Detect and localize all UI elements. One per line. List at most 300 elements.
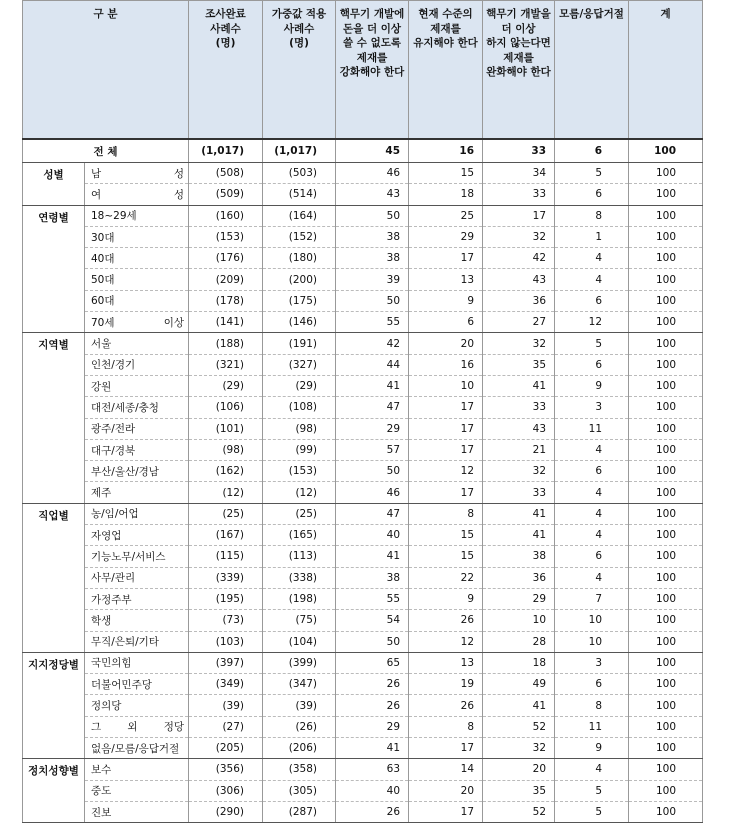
- cell-value: 29: [336, 716, 409, 737]
- cell-value: 41: [336, 738, 409, 759]
- cell-value: (98): [189, 439, 263, 460]
- row-label: 가정주부: [85, 588, 189, 609]
- cell-value: 100: [629, 525, 703, 546]
- cell-value: 41: [483, 375, 555, 396]
- table-row: [23, 461, 703, 482]
- cell-value: 35: [483, 354, 555, 375]
- cell-value: (200): [263, 269, 336, 290]
- cell-value: 100: [629, 631, 703, 652]
- cell-value: (347): [263, 674, 336, 695]
- cell-value: 10: [483, 610, 555, 631]
- row-label: 50대: [85, 269, 189, 290]
- cell-value: 26: [336, 695, 409, 716]
- row-label: 무직/은퇴/기타: [85, 631, 189, 652]
- cell-value: (26): [263, 716, 336, 737]
- cell-value: 100: [629, 503, 703, 524]
- cell-value: (338): [263, 567, 336, 588]
- row-label: 제주: [85, 482, 189, 503]
- cell-value: 6: [555, 546, 629, 567]
- cell-value: (176): [189, 248, 263, 269]
- row-label: 중도: [85, 780, 189, 801]
- row-label: 광주/전라: [85, 418, 189, 439]
- cell-value: (12): [263, 482, 336, 503]
- cell-value: (146): [263, 312, 336, 333]
- cell-value: (75): [263, 610, 336, 631]
- cell-value: 38: [336, 248, 409, 269]
- cell-value: (27): [189, 716, 263, 737]
- cell-value: 32: [483, 333, 555, 354]
- cell-value: 4: [555, 567, 629, 588]
- row-label: 더불어민주당: [85, 674, 189, 695]
- cell-value: (153): [189, 226, 263, 247]
- cell-value: 100: [629, 674, 703, 695]
- table-row: [23, 226, 703, 247]
- cell-value: 36: [483, 567, 555, 588]
- cell-value: 5: [555, 163, 629, 184]
- cell-value: 100: [629, 312, 703, 333]
- cell-value: 14: [409, 759, 483, 780]
- cell-value: 17: [409, 397, 483, 418]
- cell-value: 33: [483, 482, 555, 503]
- cell-value: 43: [483, 418, 555, 439]
- cell-value: 25: [409, 205, 483, 226]
- group-label: 지지정당별: [23, 652, 85, 758]
- cell-value: 17: [483, 205, 555, 226]
- cell-value: 5: [555, 780, 629, 801]
- cell-value: 100: [629, 418, 703, 439]
- row-label: 대구/경북: [85, 439, 189, 460]
- table-row: [23, 354, 703, 375]
- cell-value: 55: [336, 588, 409, 609]
- cell-value: 7: [555, 588, 629, 609]
- header-col: 조사완료 사례수 (명): [189, 1, 263, 140]
- cell-value: 12: [409, 461, 483, 482]
- cell-value: 34: [483, 163, 555, 184]
- table-row: [23, 312, 703, 333]
- table-row: [23, 397, 703, 418]
- cell-value: 26: [336, 801, 409, 822]
- cell-value: (162): [189, 461, 263, 482]
- row-label: 여 성: [85, 184, 189, 205]
- table-row: [23, 333, 703, 354]
- table-row: [23, 525, 703, 546]
- cell-value: 4: [555, 503, 629, 524]
- table-row: [23, 759, 703, 780]
- cell-value: 46: [336, 163, 409, 184]
- cell-value: (113): [263, 546, 336, 567]
- row-label: 자영업: [85, 525, 189, 546]
- table-row: [23, 163, 703, 184]
- cell-value: 6: [555, 290, 629, 311]
- cell-value: 32: [483, 226, 555, 247]
- cell-value: 36: [483, 290, 555, 311]
- table-row: [23, 439, 703, 460]
- cell-value: (290): [189, 801, 263, 822]
- cell-value: 100: [629, 588, 703, 609]
- cell-value: (349): [189, 674, 263, 695]
- cell-value: 6: [555, 674, 629, 695]
- cell-value: 17: [409, 418, 483, 439]
- row-label: 학생: [85, 610, 189, 631]
- cell-value: (514): [263, 184, 336, 205]
- cell-value: (178): [189, 290, 263, 311]
- cell-value: (25): [263, 503, 336, 524]
- cell-value: 43: [336, 184, 409, 205]
- cell-value: (339): [189, 567, 263, 588]
- cell-value: 29: [483, 588, 555, 609]
- cell-value: 16: [409, 354, 483, 375]
- cell-value: (141): [189, 312, 263, 333]
- cell-value: 28: [483, 631, 555, 652]
- cell-value: 17: [409, 482, 483, 503]
- cell-value: (29): [263, 375, 336, 396]
- row-label: 사무/관리: [85, 567, 189, 588]
- row-label: 보수: [85, 759, 189, 780]
- cell-value: 20: [483, 759, 555, 780]
- cell-value: 15: [409, 525, 483, 546]
- cell-value: 100: [629, 269, 703, 290]
- table-row: [23, 418, 703, 439]
- cell-value: (25): [189, 503, 263, 524]
- row-label: 농/임/어업: [85, 503, 189, 524]
- header-col: 핵무기 개발을 더 이상 하지 않는다면 제재를 완화해야 한다: [483, 1, 555, 140]
- cell-value: 6: [555, 139, 629, 163]
- cell-value: 100: [629, 439, 703, 460]
- cell-value: 4: [555, 248, 629, 269]
- total-row: [23, 139, 703, 163]
- header-group-label: 구 분: [23, 1, 189, 140]
- cell-value: 63: [336, 759, 409, 780]
- cell-value: 9: [409, 290, 483, 311]
- row-label: 진보: [85, 801, 189, 822]
- cell-value: 26: [409, 610, 483, 631]
- cell-value: 33: [483, 397, 555, 418]
- cell-value: (206): [263, 738, 336, 759]
- cell-value: 65: [336, 652, 409, 673]
- row-label: 남 성: [85, 163, 189, 184]
- table-row: [23, 695, 703, 716]
- table-row: [23, 610, 703, 631]
- cell-value: (321): [189, 354, 263, 375]
- row-label: 국민의힘: [85, 652, 189, 673]
- cell-value: 49: [483, 674, 555, 695]
- table-row: [23, 674, 703, 695]
- total-label: 전 체: [23, 139, 189, 163]
- cell-value: (397): [189, 652, 263, 673]
- cell-value: 4: [555, 525, 629, 546]
- cell-value: (205): [189, 738, 263, 759]
- cell-value: 1: [555, 226, 629, 247]
- cell-value: (29): [189, 375, 263, 396]
- cell-value: (399): [263, 652, 336, 673]
- group-label: 연령별: [23, 205, 85, 333]
- row-label: 18~29세: [85, 205, 189, 226]
- header-col: 현재 수준의 제재를 유지해야 한다: [409, 1, 483, 140]
- cell-value: (12): [189, 482, 263, 503]
- cell-value: 100: [629, 375, 703, 396]
- cell-value: 29: [336, 418, 409, 439]
- cell-value: 6: [409, 312, 483, 333]
- cell-value: 10: [555, 610, 629, 631]
- cell-value: (358): [263, 759, 336, 780]
- cell-value: 8: [555, 695, 629, 716]
- cell-value: 3: [555, 397, 629, 418]
- cell-value: 29: [409, 226, 483, 247]
- cell-value: 5: [555, 333, 629, 354]
- cell-value: (503): [263, 163, 336, 184]
- survey-table-sheet: [22, 0, 702, 823]
- cell-value: 39: [336, 269, 409, 290]
- cell-value: 6: [555, 184, 629, 205]
- cell-value: 42: [336, 333, 409, 354]
- cell-value: 100: [629, 461, 703, 482]
- cell-value: 22: [409, 567, 483, 588]
- table-row: [23, 588, 703, 609]
- cell-value: 40: [336, 525, 409, 546]
- cell-value: 57: [336, 439, 409, 460]
- cell-value: 100: [629, 780, 703, 801]
- table-row: [23, 716, 703, 737]
- cell-value: 17: [409, 738, 483, 759]
- cell-value: 100: [629, 546, 703, 567]
- table-row: [23, 503, 703, 524]
- table-row: [23, 375, 703, 396]
- table-row: [23, 801, 703, 822]
- cell-value: 4: [555, 759, 629, 780]
- cell-value: (175): [263, 290, 336, 311]
- group-label: 정치성향별: [23, 759, 85, 823]
- cell-value: (508): [189, 163, 263, 184]
- row-label: 부산/울산/경남: [85, 461, 189, 482]
- cell-value: (106): [189, 397, 263, 418]
- row-label: 인천/경기: [85, 354, 189, 375]
- cell-value: (165): [263, 525, 336, 546]
- cell-value: (153): [263, 461, 336, 482]
- cell-value: 52: [483, 801, 555, 822]
- table-row: [23, 269, 703, 290]
- row-label: 60대: [85, 290, 189, 311]
- row-label: 강원: [85, 375, 189, 396]
- cell-value: 40: [336, 780, 409, 801]
- table-row: [23, 290, 703, 311]
- cell-value: 45: [336, 139, 409, 163]
- cell-value: 12: [555, 312, 629, 333]
- cell-value: 11: [555, 418, 629, 439]
- cell-value: 41: [483, 695, 555, 716]
- row-label: 70세 이상: [85, 312, 189, 333]
- cell-value: 50: [336, 290, 409, 311]
- cell-value: 100: [629, 139, 703, 163]
- cell-value: (327): [263, 354, 336, 375]
- cell-value: 13: [409, 652, 483, 673]
- cell-value: 38: [336, 226, 409, 247]
- table-row: [23, 546, 703, 567]
- cell-value: 100: [629, 205, 703, 226]
- cell-value: 20: [409, 333, 483, 354]
- cell-value: (39): [189, 695, 263, 716]
- cell-value: 100: [629, 290, 703, 311]
- row-label: 대전/세종/충청: [85, 397, 189, 418]
- cell-value: 46: [336, 482, 409, 503]
- row-label: 40대: [85, 248, 189, 269]
- cell-value: 10: [409, 375, 483, 396]
- cell-value: 100: [629, 482, 703, 503]
- cell-value: 13: [409, 269, 483, 290]
- cell-value: (167): [189, 525, 263, 546]
- cell-value: 100: [629, 738, 703, 759]
- cell-value: (195): [189, 588, 263, 609]
- cell-value: 8: [555, 205, 629, 226]
- cell-value: (99): [263, 439, 336, 460]
- cell-value: (98): [263, 418, 336, 439]
- cell-value: (108): [263, 397, 336, 418]
- cell-value: 50: [336, 205, 409, 226]
- cell-value: 10: [555, 631, 629, 652]
- cell-value: (73): [189, 610, 263, 631]
- cell-value: 100: [629, 354, 703, 375]
- cell-value: 100: [629, 695, 703, 716]
- survey-crosstab-table: [22, 0, 703, 823]
- cell-value: 47: [336, 503, 409, 524]
- cell-value: 100: [629, 163, 703, 184]
- cell-value: (191): [263, 333, 336, 354]
- cell-value: 33: [483, 139, 555, 163]
- cell-value: 100: [629, 248, 703, 269]
- group-label: 성별: [23, 163, 85, 206]
- table-header-row: [23, 1, 703, 140]
- cell-value: 100: [629, 716, 703, 737]
- cell-value: 41: [336, 375, 409, 396]
- row-label: 없음/모름/응답거절: [85, 738, 189, 759]
- cell-value: 100: [629, 333, 703, 354]
- row-label: 기능노무/서비스: [85, 546, 189, 567]
- table-row: [23, 780, 703, 801]
- cell-value: 4: [555, 269, 629, 290]
- table-row: [23, 652, 703, 673]
- cell-value: 32: [483, 738, 555, 759]
- cell-value: (180): [263, 248, 336, 269]
- cell-value: (287): [263, 801, 336, 822]
- cell-value: 50: [336, 631, 409, 652]
- cell-value: (164): [263, 205, 336, 226]
- cell-value: 52: [483, 716, 555, 737]
- header-col: 계: [629, 1, 703, 140]
- cell-value: 9: [555, 738, 629, 759]
- cell-value: 55: [336, 312, 409, 333]
- cell-value: (306): [189, 780, 263, 801]
- row-label: 서울: [85, 333, 189, 354]
- cell-value: 19: [409, 674, 483, 695]
- cell-value: 43: [483, 269, 555, 290]
- cell-value: 17: [409, 439, 483, 460]
- cell-value: 18: [483, 652, 555, 673]
- table-body: [23, 139, 703, 823]
- cell-value: (1,017): [189, 139, 263, 163]
- cell-value: 3: [555, 652, 629, 673]
- cell-value: 38: [336, 567, 409, 588]
- cell-value: (104): [263, 631, 336, 652]
- cell-value: 11: [555, 716, 629, 737]
- cell-value: (305): [263, 780, 336, 801]
- cell-value: (101): [189, 418, 263, 439]
- table-row: [23, 631, 703, 652]
- cell-value: (39): [263, 695, 336, 716]
- cell-value: 44: [336, 354, 409, 375]
- cell-value: 12: [409, 631, 483, 652]
- cell-value: 41: [483, 503, 555, 524]
- cell-value: (103): [189, 631, 263, 652]
- cell-value: (160): [189, 205, 263, 226]
- cell-value: 17: [409, 801, 483, 822]
- cell-value: (356): [189, 759, 263, 780]
- cell-value: 100: [629, 759, 703, 780]
- cell-value: 4: [555, 439, 629, 460]
- cell-value: (509): [189, 184, 263, 205]
- cell-value: 35: [483, 780, 555, 801]
- cell-value: (209): [189, 269, 263, 290]
- cell-value: 50: [336, 461, 409, 482]
- cell-value: 32: [483, 461, 555, 482]
- cell-value: 41: [336, 546, 409, 567]
- cell-value: 100: [629, 610, 703, 631]
- cell-value: 100: [629, 652, 703, 673]
- cell-value: 15: [409, 163, 483, 184]
- cell-value: 17: [409, 248, 483, 269]
- cell-value: (188): [189, 333, 263, 354]
- header-col: 가중값 적용 사례수 (명): [263, 1, 336, 140]
- cell-value: 6: [555, 354, 629, 375]
- table-row: [23, 248, 703, 269]
- table-row: [23, 482, 703, 503]
- group-label: 지역별: [23, 333, 85, 503]
- cell-value: (152): [263, 226, 336, 247]
- cell-value: 54: [336, 610, 409, 631]
- cell-value: 100: [629, 397, 703, 418]
- table-row: [23, 184, 703, 205]
- cell-value: (115): [189, 546, 263, 567]
- cell-value: 4: [555, 482, 629, 503]
- cell-value: 18: [409, 184, 483, 205]
- cell-value: 15: [409, 546, 483, 567]
- cell-value: 20: [409, 780, 483, 801]
- group-label: 직업별: [23, 503, 85, 652]
- cell-value: 100: [629, 567, 703, 588]
- cell-value: 33: [483, 184, 555, 205]
- cell-value: 8: [409, 503, 483, 524]
- cell-value: 26: [409, 695, 483, 716]
- cell-value: 100: [629, 801, 703, 822]
- cell-value: 41: [483, 525, 555, 546]
- table-row: [23, 738, 703, 759]
- cell-value: 6: [555, 461, 629, 482]
- cell-value: 9: [555, 375, 629, 396]
- table-row: [23, 205, 703, 226]
- cell-value: 42: [483, 248, 555, 269]
- cell-value: 100: [629, 184, 703, 205]
- row-label: 그 외 정당: [85, 716, 189, 737]
- cell-value: 38: [483, 546, 555, 567]
- cell-value: 16: [409, 139, 483, 163]
- cell-value: 8: [409, 716, 483, 737]
- cell-value: (198): [263, 588, 336, 609]
- cell-value: 100: [629, 226, 703, 247]
- cell-value: 9: [409, 588, 483, 609]
- row-label: 정의당: [85, 695, 189, 716]
- cell-value: 47: [336, 397, 409, 418]
- header-col: 핵무기 개발에 돈을 더 이상 쓸 수 없도록 제재를 강화해야 한다: [336, 1, 409, 140]
- row-label: 30대: [85, 226, 189, 247]
- cell-value: (1,017): [263, 139, 336, 163]
